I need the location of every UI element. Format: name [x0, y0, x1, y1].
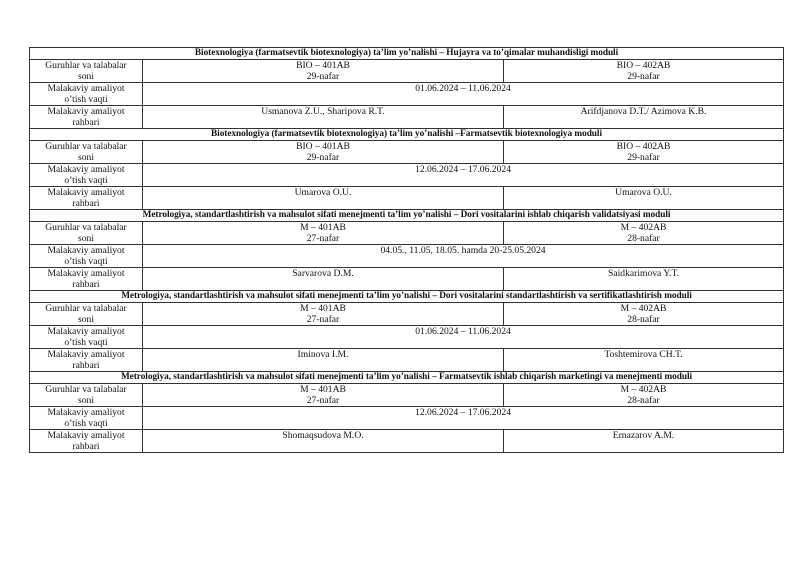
- period-label-line1: Malakaviy amaliyot: [47, 326, 125, 337]
- period-value: 12.06.2024 – 17.06.2024: [143, 407, 784, 430]
- group-b-name: BIO – 402AB: [616, 141, 671, 152]
- period-row: [30, 407, 784, 430]
- groups-label-line1: Guruhlar va talabalar: [45, 60, 127, 71]
- groups-row: [30, 303, 784, 326]
- group-a-cell: [143, 60, 504, 83]
- period-value: 12.06.2024 – 17.06.2024: [143, 164, 784, 187]
- group-a-count: 27-nafar: [306, 314, 340, 325]
- group-b-cell: [504, 222, 784, 245]
- groups-label-line1: Guruhlar va talabalar: [45, 303, 127, 314]
- period-row: [30, 164, 784, 187]
- period-value: 01.06.2024 – 11.06.2024: [143, 83, 784, 106]
- period-label-line1: Malakaviy amaliyot: [47, 245, 125, 256]
- section-title: Biotexnologiya (farmatsevtik biotexnologiya) ta’lim yo’nalishi – Hujayra va to’qimalar muhandisligi moduli: [30, 48, 784, 60]
- leader-row: [30, 268, 784, 291]
- leader-label-line1: Malakaviy amaliyot: [47, 430, 125, 441]
- groups-label-line2: soni: [78, 314, 94, 325]
- period-label-line1: Malakaviy amaliyot: [47, 83, 125, 94]
- group-a-name: BIO – 401AB: [296, 141, 350, 152]
- group-b-count: 28-nafar: [627, 233, 660, 244]
- section-header-row: [30, 48, 784, 60]
- period-label: [30, 245, 143, 268]
- group-b-cell: [504, 60, 784, 83]
- period-row: [30, 245, 784, 268]
- leader-b-cell: Toshtemirova CH.T.: [504, 349, 784, 372]
- section-header-row: [30, 291, 784, 303]
- leader-label-line2: rahbari: [72, 360, 100, 371]
- group-b-name: M – 402AB: [620, 222, 667, 233]
- leader-label: [30, 349, 143, 372]
- group-b-cell: [504, 303, 784, 326]
- groups-label-line2: soni: [78, 152, 94, 163]
- group-a-count: 29-nafar: [306, 152, 340, 163]
- leader-a-cell: Umarova O.U.: [143, 187, 504, 210]
- leader-label-line1: Malakaviy amaliyot: [47, 349, 125, 360]
- group-b-name: M – 402AB: [620, 303, 667, 314]
- section-header-row: [30, 372, 784, 384]
- group-a-cell: [143, 384, 504, 407]
- group-b-name: BIO – 402AB: [616, 60, 671, 71]
- section-title: Metrologiya, standartlashtirish va mahsulot sifati menejmenti ta’lim yo’nalishi – Dori vositalarini standartlashtirish va sertifikatlashtirish moduli: [30, 291, 784, 303]
- period-row: [30, 326, 784, 349]
- group-a-count: 27-nafar: [306, 233, 340, 244]
- practice-schedule-table: [29, 47, 784, 453]
- groups-label-line2: soni: [78, 233, 94, 244]
- groups-label-line1: Guruhlar va talabalar: [45, 384, 127, 395]
- groups-row: [30, 141, 784, 164]
- group-a-name: M – 401AB: [300, 384, 346, 395]
- leader-b-cell: Ernazarov A.M.: [504, 430, 784, 453]
- leader-label-line2: rahbari: [72, 198, 100, 209]
- groups-label: [30, 222, 143, 245]
- groups-label: [30, 141, 143, 164]
- leader-label-line2: rahbari: [72, 279, 100, 290]
- leader-label-line1: Malakaviy amaliyot: [47, 268, 125, 279]
- period-label-line2: o’tish vaqti: [64, 337, 108, 348]
- groups-label-line1: Guruhlar va talabalar: [45, 141, 127, 152]
- period-label-line1: Malakaviy amaliyot: [47, 407, 125, 418]
- leader-row: [30, 349, 784, 372]
- leader-label: [30, 268, 143, 291]
- leader-b-cell: Saidkarimova Y.T.: [504, 268, 784, 291]
- groups-label-line1: Guruhlar va talabalar: [45, 222, 127, 233]
- group-b-cell: [504, 384, 784, 407]
- leader-b-cell: Arifdjanova D.T./ Azimova K.B.: [504, 106, 784, 129]
- leader-label-line1: Malakaviy amaliyot: [47, 106, 125, 117]
- groups-row: [30, 384, 784, 407]
- period-label-line2: o’tish vaqti: [64, 418, 108, 429]
- group-b-count: 29-nafar: [627, 152, 660, 163]
- period-row: [30, 83, 784, 106]
- section-title: Metrologiya, standartlashtirish va mahsulot sifati menejmenti ta’lim yo’nalishi – Farmatsevtik ishlab chiqarish marketingi va menejmenti moduli: [30, 372, 784, 384]
- group-a-cell: [143, 222, 504, 245]
- groups-row: [30, 222, 784, 245]
- schedule-body: [30, 48, 784, 453]
- leader-a-cell: Iminova I.M.: [143, 349, 504, 372]
- document-page: [29, 47, 783, 453]
- groups-label-line2: soni: [78, 395, 94, 406]
- period-label: [30, 407, 143, 430]
- leader-row: [30, 187, 784, 210]
- period-label: [30, 164, 143, 187]
- period-value: 04.05., 11.05, 18.05. hamda 20-25.05.2024: [143, 245, 784, 268]
- period-label-line2: o’tish vaqti: [64, 256, 108, 267]
- group-a-count: 27-nafar: [306, 395, 340, 406]
- leader-row: [30, 106, 784, 129]
- period-label-line2: o’tish vaqti: [64, 94, 108, 105]
- groups-label: [30, 384, 143, 407]
- leader-label: [30, 187, 143, 210]
- group-a-cell: [143, 303, 504, 326]
- section-header-row: [30, 210, 784, 222]
- group-a-cell: [143, 141, 504, 164]
- group-a-name: M – 401AB: [300, 222, 346, 233]
- period-label: [30, 83, 143, 106]
- leader-label: [30, 106, 143, 129]
- period-value: 01.06.2024 – 11.06.2024: [143, 326, 784, 349]
- group-b-count: 28-nafar: [627, 314, 660, 325]
- group-b-count: 28-nafar: [627, 395, 660, 406]
- groups-label: [30, 60, 143, 83]
- leader-b-cell: Umarova O.U.: [504, 187, 784, 210]
- leader-row: [30, 430, 784, 453]
- groups-row: [30, 60, 784, 83]
- period-label-line1: Malakaviy amaliyot: [47, 164, 125, 175]
- section-title: Biotexnologiya (farmatsevtik biotexnologiya) ta’lim yo’nalishi –Farmatsevtik biotexnologiya moduli: [30, 129, 784, 141]
- leader-label-line2: rahbari: [72, 441, 100, 452]
- groups-label-line2: soni: [78, 71, 94, 82]
- group-b-cell: [504, 141, 784, 164]
- section-header-row: [30, 129, 784, 141]
- section-title: Metrologiya, standartlashtirish va mahsulot sifati menejmenti ta’lim yo’nalishi – Dori vositalarini ishlab chiqarish validatsiyasi moduli: [30, 210, 784, 222]
- groups-label: [30, 303, 143, 326]
- leader-a-cell: Usmanova Z.U., Sharipova R.T.: [143, 106, 504, 129]
- group-a-name: M – 401AB: [300, 303, 346, 314]
- group-a-name: BIO – 401AB: [296, 60, 350, 71]
- group-a-count: 29-nafar: [306, 71, 340, 82]
- group-b-count: 29-nafar: [627, 71, 660, 82]
- period-label: [30, 326, 143, 349]
- leader-label: [30, 430, 143, 453]
- period-label-line2: o’tish vaqti: [64, 175, 108, 186]
- leader-label-line2: rahbari: [72, 117, 100, 128]
- leader-a-cell: Shomaqsudova M.O.: [143, 430, 504, 453]
- group-b-name: M – 402AB: [620, 384, 667, 395]
- leader-a-cell: Sarvarova D.M.: [143, 268, 504, 291]
- leader-label-line1: Malakaviy amaliyot: [47, 187, 125, 198]
